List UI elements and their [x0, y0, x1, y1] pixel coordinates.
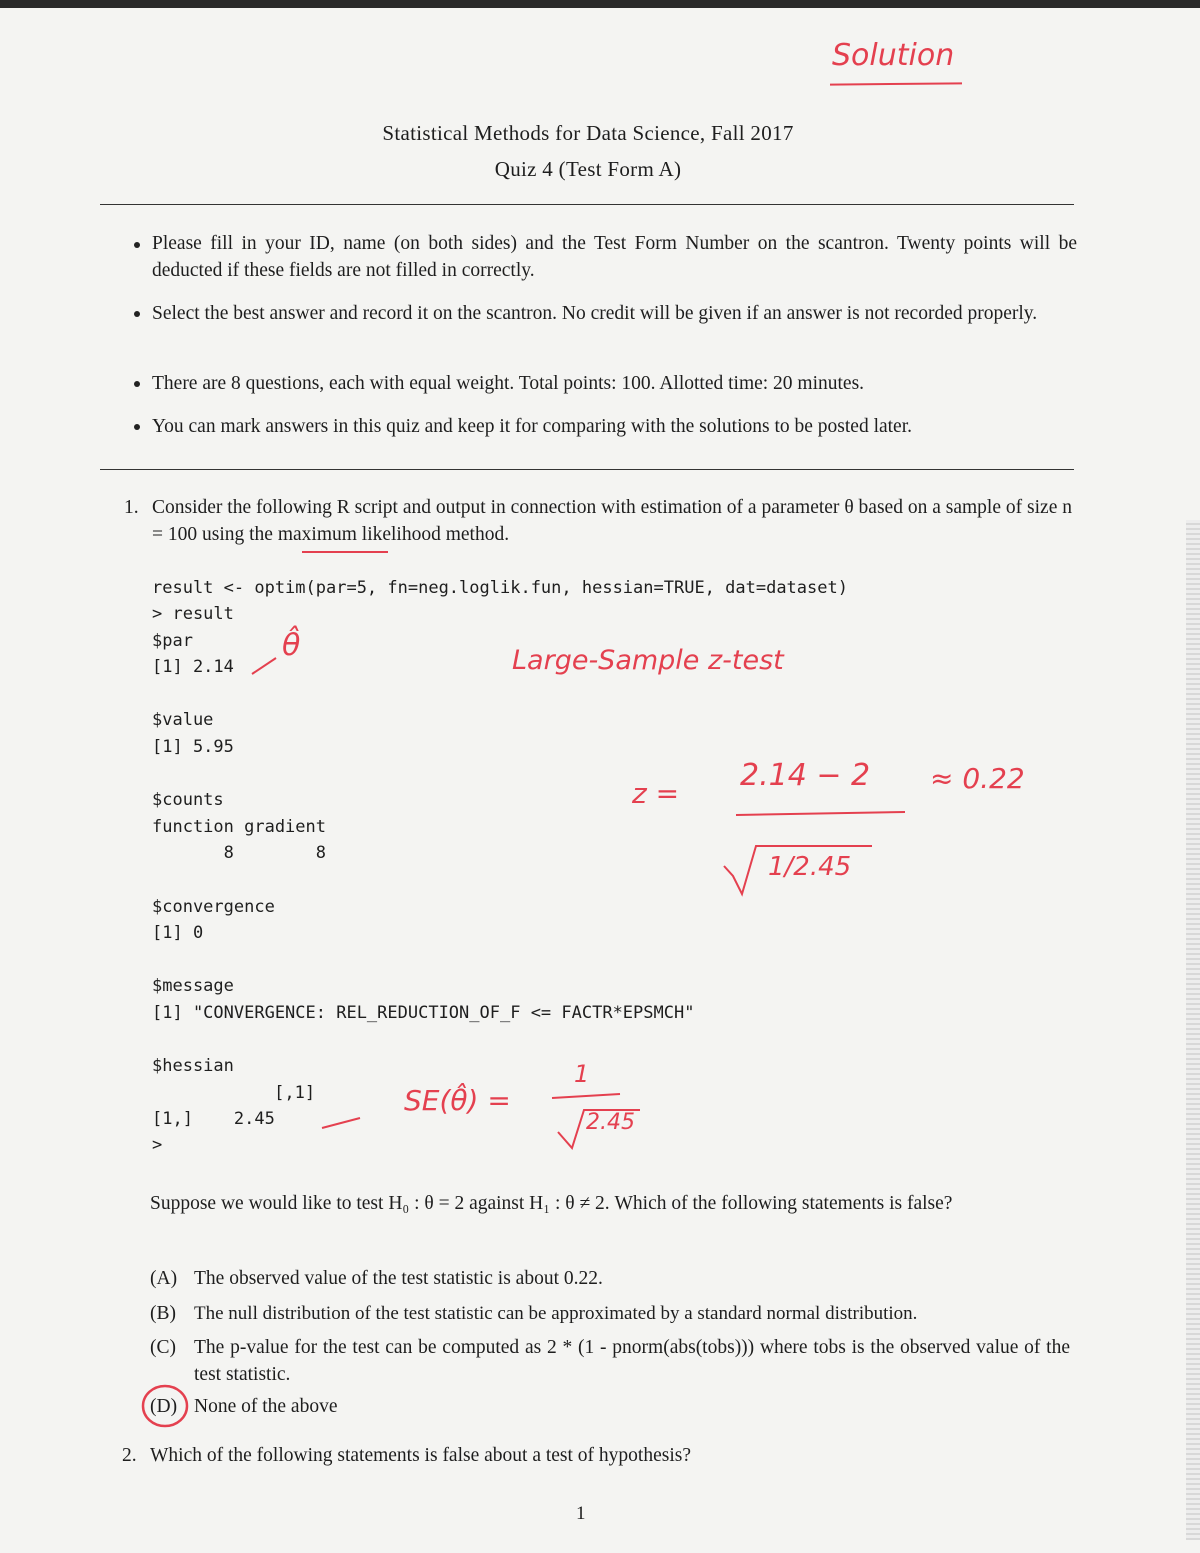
- option-b-label: (B): [150, 1303, 176, 1324]
- z-numerator-note: 2.14 − 2: [740, 758, 871, 793]
- question-2-number: 2.: [122, 1445, 137, 1466]
- code-line: [,1]: [223, 1083, 316, 1103]
- option-c-text: The p-value for the test can be computed as 2 * (1 - pnorm(abs(tobs))) where tobs is the observed value of the test statistic.: [194, 1337, 1070, 1385]
- code-line: [1] "CONVERGENCE: REL_REDUCTION_OF_F <= FACTR*EPSMCH": [152, 1003, 695, 1023]
- code-line: [1] 0: [152, 923, 204, 943]
- code-line: [1,] 2.45: [152, 1109, 275, 1129]
- code-line: $value: [152, 710, 214, 730]
- code-line: >: [152, 1135, 163, 1155]
- instruction-item: Select the best answer and record it on the scantron. No credit will be given if an answer is not recorded properly.: [152, 303, 1038, 324]
- z-denominator-note: 1/2.45: [768, 852, 852, 882]
- code-line: $hessian: [152, 1056, 234, 1076]
- question-1-intro: Consider the following R script and output in connection with estimation of a parameter θ based on a sample of size n = 100 using the maximum likelihood method.: [152, 497, 1072, 545]
- code-line: $counts: [152, 790, 224, 810]
- se-denominator-note: 2.45: [586, 1110, 635, 1135]
- z-result-note: ≈ 0.22: [930, 762, 1025, 795]
- solution-annotation: Solution: [832, 38, 955, 73]
- code-line: $convergence: [152, 897, 275, 917]
- se-label-note: SE(θ̂) =: [404, 1084, 511, 1117]
- option-c-label: (C): [150, 1337, 176, 1358]
- instruction-item: You can mark answers in this quiz and keep it for comparing with the solutions to be posted later.: [152, 416, 913, 437]
- se-fraction-bar: [552, 1094, 620, 1098]
- code-line: > result: [152, 604, 234, 624]
- option-d-text: None of the above: [194, 1396, 338, 1417]
- code-line: $par: [152, 631, 193, 651]
- course-title: Statistical Methods for Data Science, Fall 2017: [382, 121, 794, 145]
- code-line: function gradient: [152, 817, 326, 837]
- option-a-label: (A): [150, 1268, 178, 1289]
- z-label-note: z =: [632, 777, 680, 810]
- code-line: 8 8: [152, 843, 326, 863]
- code-line: [1] 5.95: [152, 737, 234, 757]
- se-numerator-note: 1: [574, 1060, 590, 1088]
- instruction-item: Please fill in your ID, name (on both sides) and the Test Form Number on the scantron. Twenty points will be deducted if these fields are not filled in correctly.: [152, 233, 1077, 281]
- z-fraction-bar: [736, 812, 905, 815]
- question-1-prompt: Suppose we would like to test H₀ : θ = 2 against H₁ : θ ≠ 2. Which of the following statements is false?: [150, 1193, 953, 1214]
- method-note: Large-Sample z-test: [512, 645, 784, 676]
- option-d-label: (D): [150, 1396, 178, 1417]
- page-number: 1: [576, 1503, 586, 1524]
- instruction-item: There are 8 questions, each with equal weight. Total points: 100. Allotted time: 20 minutes.: [152, 373, 865, 394]
- code-line: [1] 2.14: [152, 657, 234, 677]
- hessian-pointer: [322, 1118, 360, 1128]
- option-a-text: The observed value of the test statistic is about 0.22.: [194, 1268, 603, 1289]
- code-line: result <- optim(par=5, fn=neg.loglik.fun, hessian=TRUE, dat=dataset): [152, 578, 848, 598]
- question-2-text: Which of the following statements is false about a test of hypothesis?: [150, 1445, 692, 1466]
- code-line: $message: [152, 976, 234, 996]
- quiz-title: Quiz 4 (Test Form A): [494, 157, 682, 181]
- par-pointer: [252, 658, 276, 674]
- question-1-number: 1.: [124, 497, 139, 518]
- option-b-text: The null distribution of the test statistic can be approximated by a standard normal distribution.: [194, 1303, 918, 1324]
- theta-hat-note: θ̂: [282, 628, 301, 663]
